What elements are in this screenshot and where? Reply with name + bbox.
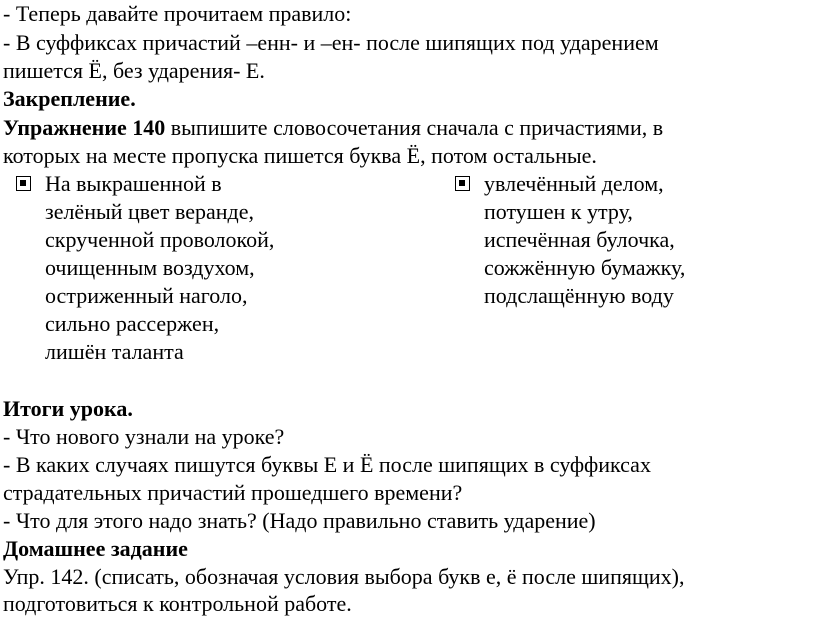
summary-heading: Итоги урока.	[3, 396, 133, 421]
consolidation-heading: Закрепление.	[3, 86, 136, 111]
exercise-label: Упражнение 140	[3, 115, 166, 140]
homework-text-2: подготовиться к контрольной работе.	[3, 591, 352, 616]
list-item: остриженный наголо,	[45, 283, 248, 308]
list-item: сильно рассержен,	[45, 311, 220, 336]
list-item: скрученной проволокой,	[45, 227, 275, 252]
homework-text-1: Упр. 142. (списать, обозначая условия выбора букв е, ё после шипящих),	[3, 564, 685, 589]
summary-question-2-cont: страдательных причастий прошедшего времени?	[3, 480, 463, 505]
rule-text-1: - В суффиксах причастий –енн- и –ен- после шипящих под ударением	[3, 30, 659, 55]
list-item: увлечённый делом,	[484, 171, 664, 196]
rule-text-2: пишется Ё, без ударения- Е.	[3, 58, 265, 83]
exercise-text-2: которых на месте пропуска пишется буква Ё, потом остальные.	[3, 143, 597, 168]
list-item: очищенным воздухом,	[45, 255, 255, 280]
list-item: испечённая булочка,	[484, 227, 675, 252]
rule-intro: - Теперь давайте прочитаем правило:	[3, 1, 352, 26]
homework-heading: Домашнее задание	[3, 536, 188, 561]
right-word-list	[484, 170, 685, 310]
summary-question-2: - В каких случаях пишутся буквы Е и Ё после шипящих в суффиксах	[3, 452, 651, 477]
checkbox-bullet-icon	[455, 176, 470, 191]
exercise-text: выпишите словосочетания сначала с причастиями, в	[165, 115, 664, 140]
checkbox-bullet-icon	[16, 176, 31, 191]
list-item: На выкрашенной в	[45, 171, 222, 196]
list-item: сожжённую бумажку,	[484, 255, 686, 280]
list-item: подслащённую воду	[484, 283, 674, 308]
summary-question-1: - Что нового узнали на уроке?	[3, 424, 285, 449]
left-word-list	[45, 170, 274, 366]
summary-question-3: - Что для этого надо знать? (Надо правильно ставить ударение)	[3, 508, 596, 533]
list-item: зелёный цвет веранде,	[45, 199, 254, 224]
list-item: лишён таланта	[45, 339, 184, 364]
list-item: потушен к утру,	[484, 199, 633, 224]
exercise-instruction	[3, 114, 663, 141]
